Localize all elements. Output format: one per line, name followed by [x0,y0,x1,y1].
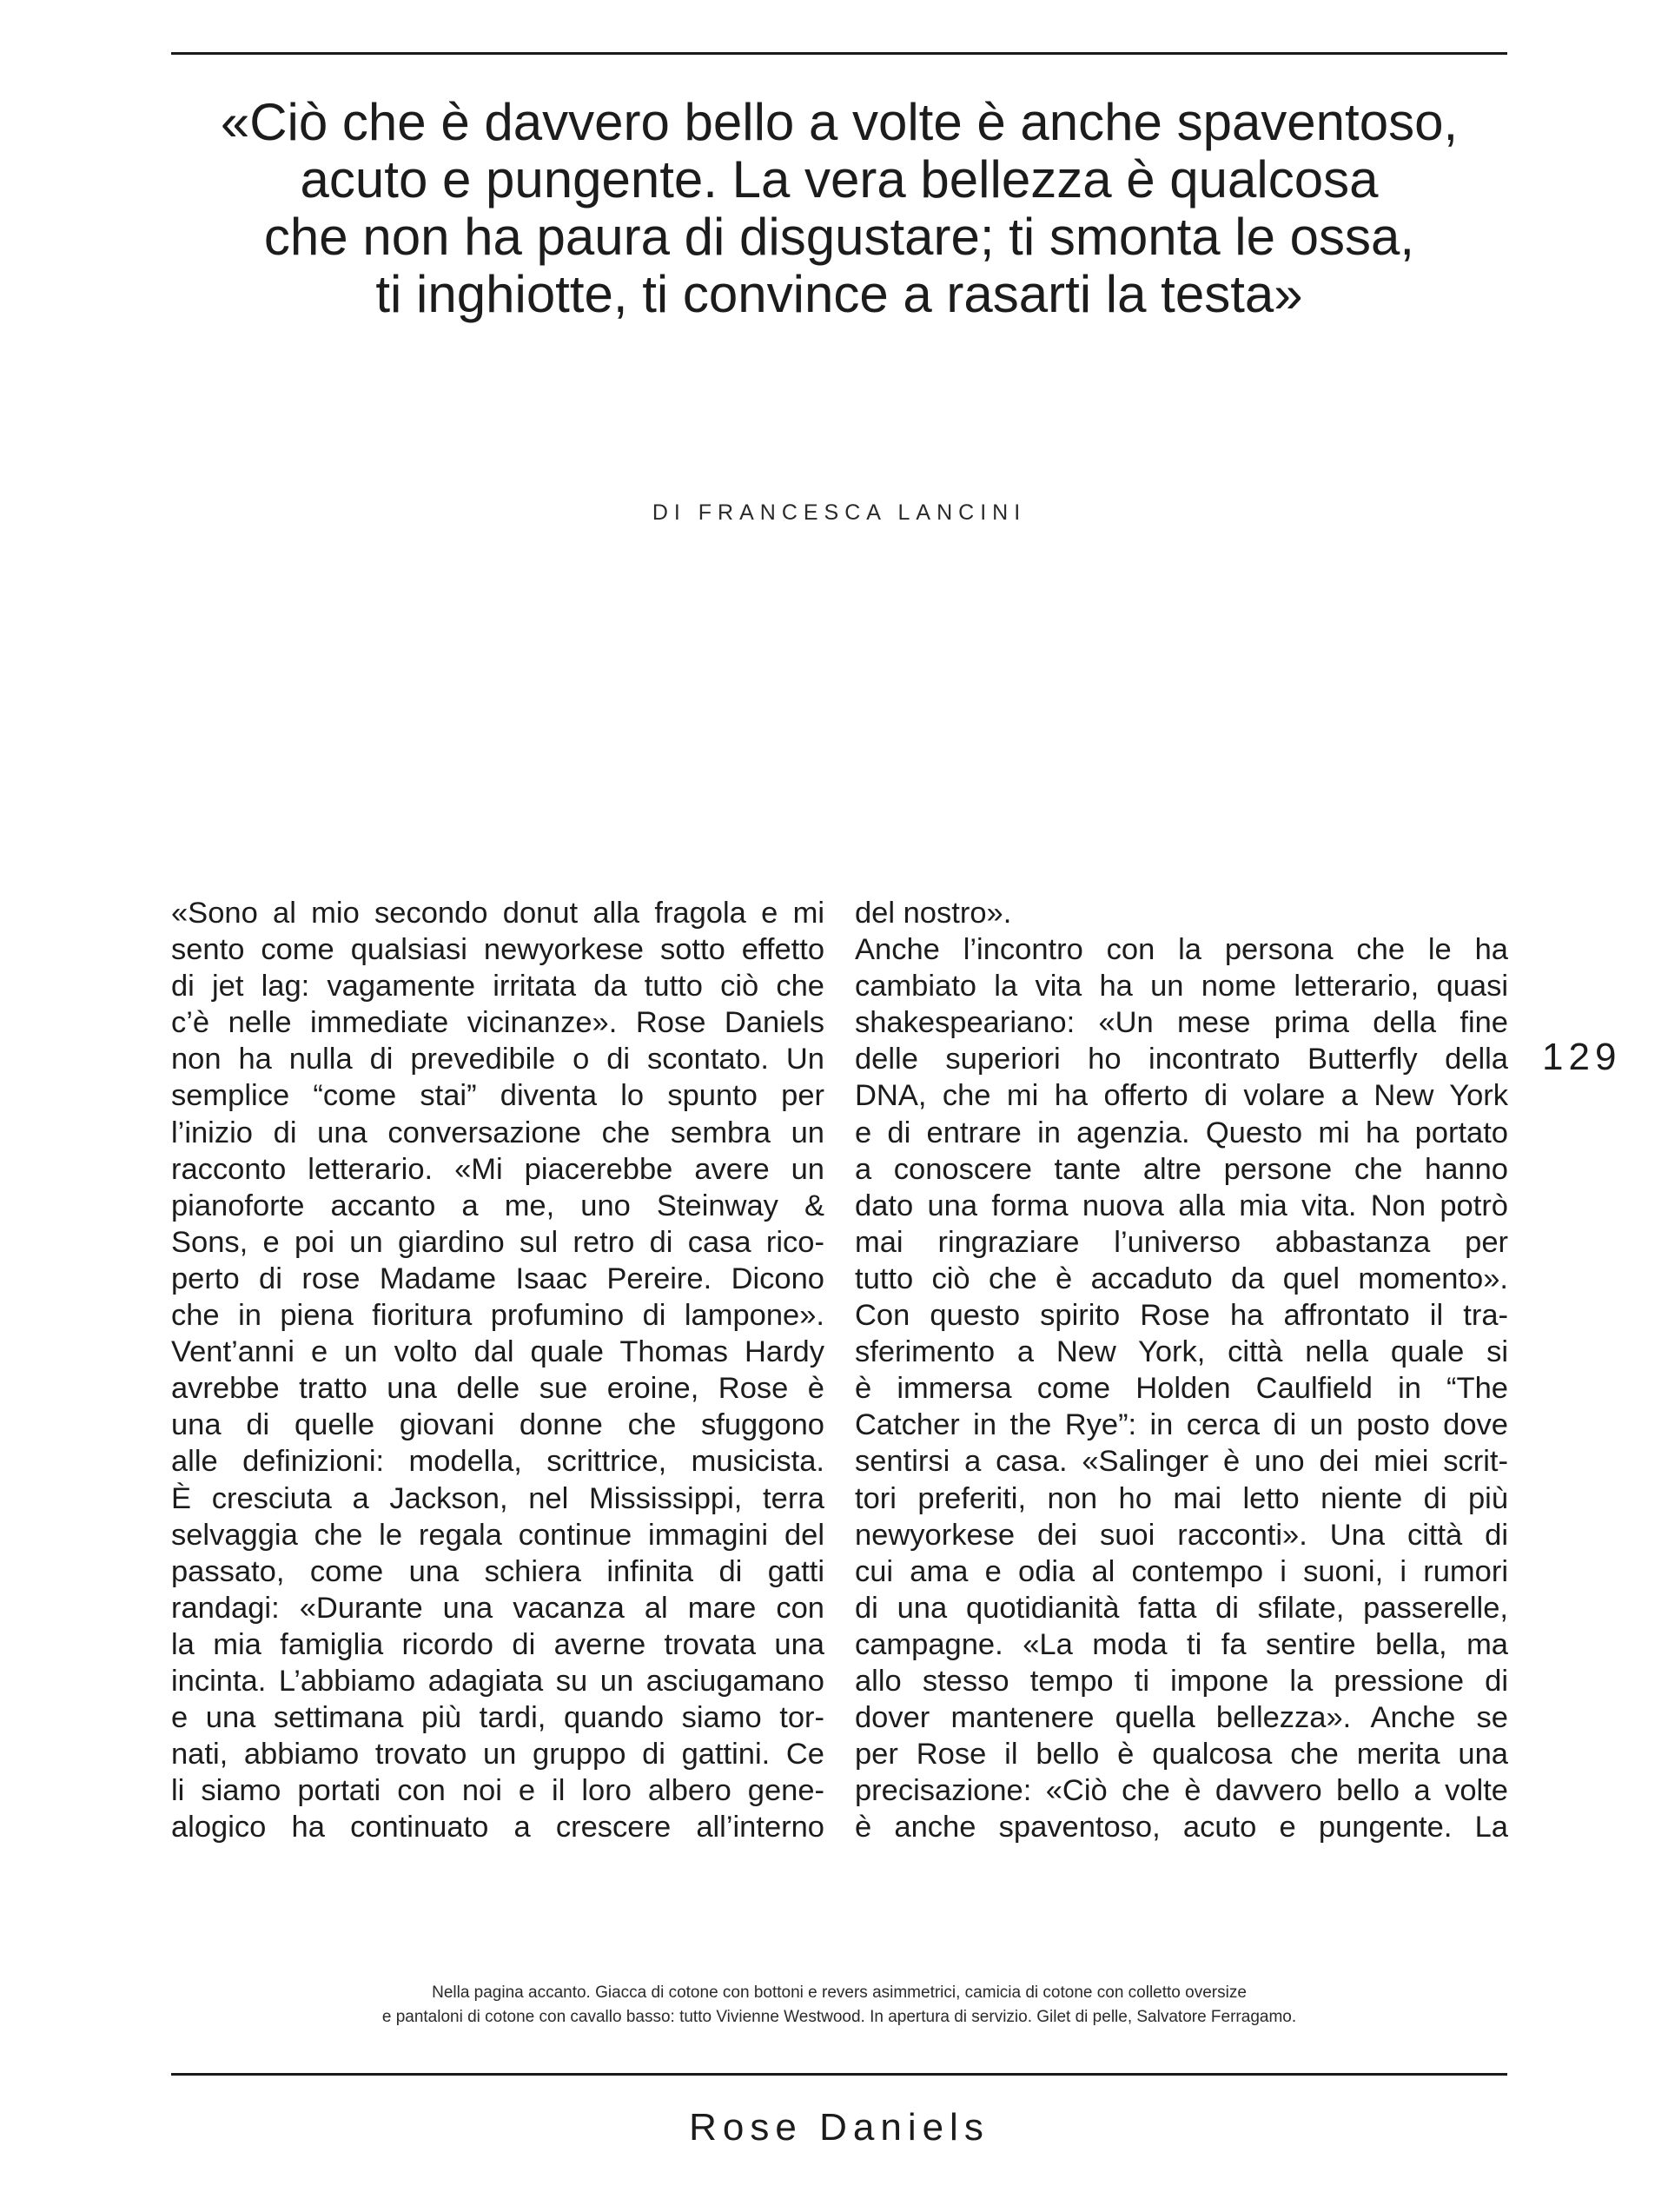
body-line: incinta. L’abbiamo adagiata su un asciugamano [171,1664,824,1698]
body-line: pianoforte accanto a me, uno Steinway & [171,1189,824,1222]
body-line: Sons, e poi un giardino sul retro di casa rico- [171,1225,824,1259]
body-line: c’è nelle immediate vicinanze». Rose Daniels [171,1006,824,1040]
body-line: selvaggia che le regala continue immagini del [171,1518,824,1552]
byline: DI FRANCESCA LANCINI [652,500,1027,525]
body-line: perto di rose Madame Isaac Pereire. Dicono [171,1262,824,1295]
body-line: Catcher in the Rye”: in cerca di un posto dove [855,1408,1508,1442]
footer-subject-name: Rose Daniels [689,2106,990,2149]
body-line: a conoscere tante altre persone che hanno [855,1152,1508,1186]
body-line: sentirsi a casa. «Salinger è uno dei miei scrit- [855,1445,1508,1479]
body-line: dover mantenere quella bellezza». Anche se [855,1701,1508,1735]
body-line: cui ama e odia al contempo i suoni, i rumori [855,1554,1508,1588]
body-line: allo stesso tempo ti impone la pressione di [855,1664,1508,1698]
body-line: avrebbe tratto una delle sue eroine, Rose è [171,1372,824,1406]
body-line: Vent’anni e un volto dal quale Thomas Hardy [171,1335,824,1369]
body-line: è anche spaventoso, acuto e pungente. La [855,1811,1508,1844]
body-line: la mia famiglia ricordo di averne trovata una [171,1627,824,1661]
body-line: del nostro». [855,897,1012,930]
body-line: shakespeariano: «Un mese prima della fine [855,1006,1508,1040]
body-line: Anche l’incontro con la persona che le ha [855,933,1508,967]
body-line: mai ringraziare l’universo abbastanza per [855,1225,1508,1259]
body-line: alle definizioni: modella, scrittrice, musicista. [171,1445,824,1479]
body-line: tori preferiti, non ho mai letto niente di più [855,1481,1508,1515]
body-line: è immersa come Holden Caulfield in “The [855,1372,1508,1406]
body-line: l’inizio di una conversazione che sembra un [171,1116,824,1149]
page-number: 129 [1542,1036,1622,1078]
body-column-right [855,895,1508,1845]
body-line: nati, abbiamo trovato un gruppo di gattini. Ce [171,1738,824,1772]
body-line: di jet lag: vagamente irritata da tutto ciò che [171,970,824,1003]
body-line: newyorkese dei suoi racconti». Una città di [855,1518,1508,1552]
body-line: DNA, che mi ha offerto di volare a New York [855,1079,1508,1113]
body-line: alogico ha continuato a crescere all’interno [171,1811,824,1844]
body-line: sento come qualsiasi newyorkese sotto effetto [171,933,824,967]
caption-line: e pantaloni di cotone con cavallo basso: tutto Vivienne Westwood. In apertura di servizio. Gilet di pelle, Salvatore Ferragamo. [381,2008,1297,2026]
body-line: sferimento a New York, città nella quale si [855,1335,1508,1369]
body-line: li siamo portati con noi e il loro albero gene- [171,1774,824,1808]
pull-quote-line: «Ciò che è davvero bello a volte è anche spaventoso, [220,93,1459,151]
body-line: dato una forma nuova alla mia vita. Non potrò [855,1189,1508,1222]
pull-quote-line: che non ha paura di disgustare; ti smonta le ossa, [263,208,1415,266]
bottom-rule [171,2073,1507,2076]
body-line: non ha nulla di prevedibile o di scontato. Un [171,1043,824,1076]
body-column-left [171,895,824,1845]
caption-line: Nella pagina accanto. Giacca di cotone con bottoni e revers asimmetrici, camicia di cotone con colletto oversize [432,1984,1247,2002]
pull-quote [171,94,1507,323]
body-line: che in piena fioritura profumino di lampone». [171,1299,824,1333]
body-line: cambiato la vita ha un nome letterario, quasi [855,970,1508,1003]
photo-caption [171,1981,1507,2030]
body-line: tutto ciò che è accaduto da quel momento». [855,1262,1508,1295]
body-line: per Rose il bello è qualcosa che merita una [855,1738,1508,1772]
body-line: È cresciuta a Jackson, nel Mississippi, terra [171,1481,824,1515]
body-line: una di quelle giovani donne che sfuggono [171,1408,824,1442]
body-line: di una quotidianità fatta di sfilate, passerelle, [855,1591,1508,1625]
body-line: e una settimana più tardi, quando siamo tor- [171,1701,824,1735]
top-rule [171,52,1507,55]
body-line: campagne. «La moda ti fa sentire bella, ma [855,1627,1508,1661]
body-line: «Sono al mio secondo donut alla fragola e mi [171,897,824,930]
body-line: Con questo spirito Rose ha affrontato il tra- [855,1299,1508,1333]
body-line: semplice “come stai” diventa lo spunto per [171,1079,824,1113]
body-line: precisazione: «Ciò che è davvero bello a volte [855,1774,1508,1808]
body-line: racconto letterario. «Mi piacerebbe avere un [171,1152,824,1186]
pull-quote-line: ti inghiotte, ti convince a rasarti la testa» [375,265,1303,323]
body-line: e di entrare in agenzia. Questo mi ha portato [855,1116,1508,1149]
body-line: delle superiori ho incontrato Butterfly della [855,1043,1508,1076]
body-line: passato, come una schiera infinita di gatti [171,1554,824,1588]
pull-quote-line: acuto e pungente. La vera bellezza è qualcosa [300,150,1379,209]
body-line: randagi: «Durante una vacanza al mare con [171,1591,824,1625]
